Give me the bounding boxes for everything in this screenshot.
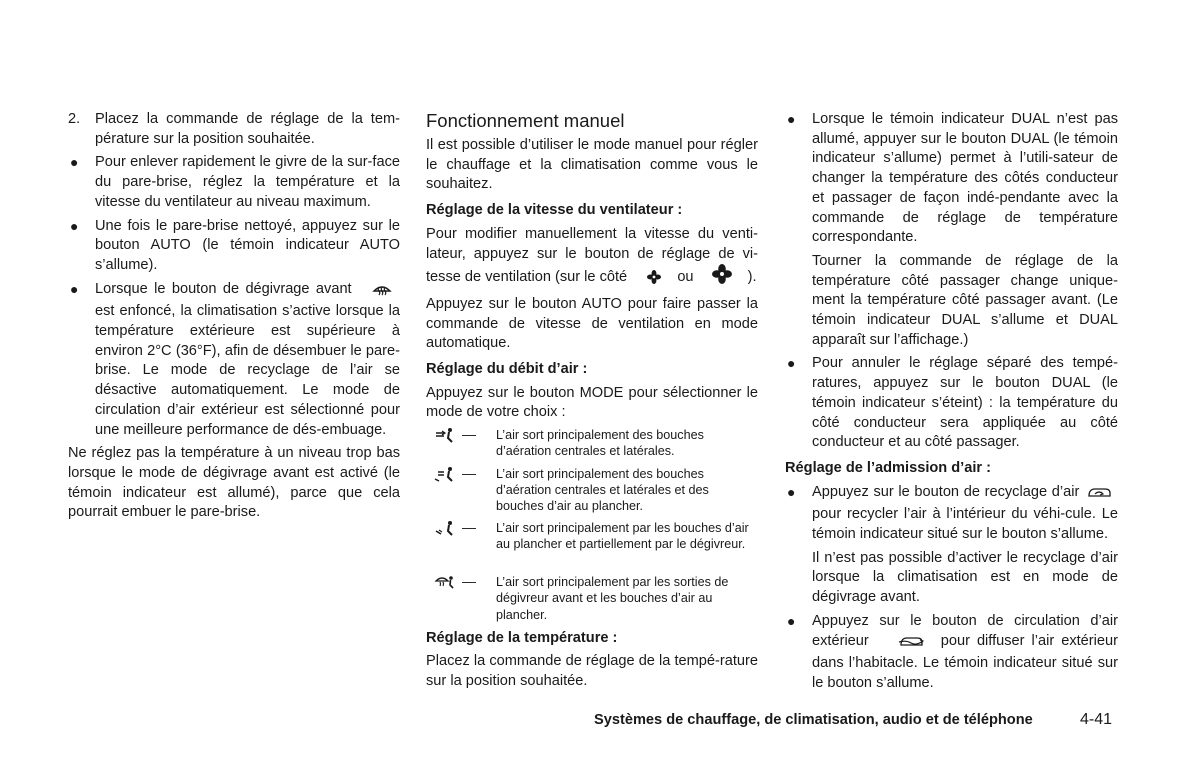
fan-low-icon: [647, 270, 661, 291]
bullet-sub-paragraph: Tourner la commande de réglage de la température côté passager change unique-ment la température côté passager avant. (Le témoin indicateur DUAL s’allume et DUAL apparaît sur l’affichage.): [812, 252, 1118, 348]
vent-face-icon: [434, 427, 458, 443]
mode-row: [426, 466, 758, 515]
front-defrost-icon: [372, 282, 392, 303]
mode-dash: —: [462, 519, 476, 536]
bullet-icon: ●: [787, 111, 796, 127]
column-left: [68, 110, 400, 527]
section-title: Fonctionnement manuel: [426, 110, 625, 131]
bullet-text-before: Appuyez sur le bouton de circulation d’air extérieur: [812, 612, 1118, 649]
bullet-icon: ●: [787, 355, 796, 372]
mode-dash: —: [462, 464, 476, 481]
mode-row: [426, 574, 758, 623]
airflow-heading: Réglage du débit d’air :: [426, 361, 588, 378]
fan-speed-paragraph: [426, 225, 758, 291]
bullet-item: [785, 354, 1118, 453]
bullet-text-before: Lorsque le bouton de dégivrage avant: [95, 280, 352, 297]
bullet-text-before: Appuyez sur le bouton de recyclage d’air: [812, 483, 1080, 500]
vent-floor-defrost-icon: [434, 574, 458, 590]
note-paragraph: Ne réglez pas la température à un niveau trop bas lorsque le mode de dégivrage avant est activé (le témoin indicateur est allumé), parce que cela pourrait embuer le pare-brise.: [68, 445, 400, 521]
step-number: 2.: [68, 111, 81, 127]
step-2: [68, 110, 400, 149]
bullet-text: Pour annuler le réglage séparé des tempé-ratures, appuyez sur le bouton DUAL (le témoin indicateur s’éteint) : la température du côté conducteur sera appliquée au côté conducteur et au côté passager.: [812, 355, 1118, 451]
fan-text-middle: ou: [677, 269, 694, 286]
bullet-icon: ●: [70, 217, 79, 234]
bullet-icon: ●: [787, 612, 796, 629]
temperature-heading: Réglage de la température :: [426, 629, 618, 646]
mode-text: L’air sort principalement des bouches d’aération centrales et latérales.: [496, 428, 704, 459]
bullet-text-after: pour recycler l’air à l’intérieur du véhi-cule. Le témoin indicateur situé sur le bouton s’allume.: [812, 506, 1118, 543]
chapter-title: Systèmes de chauffage, de climatisation, audio et de téléphone: [594, 712, 1033, 728]
bullet-item: [785, 612, 1118, 694]
column-right: [785, 110, 1118, 698]
temperature-paragraph: Placez la commande de réglage de la tempé-rature sur la position souhaitée.: [426, 653, 758, 690]
bullet-item: [785, 110, 1118, 248]
mode-text: L’air sort principalement par les sorties de dégivreur avant et les bouches d’air au plancher.: [496, 575, 729, 622]
air-recirculation-icon: [1086, 485, 1112, 506]
bullet-item: [68, 280, 400, 441]
bullet-icon: ●: [70, 154, 79, 171]
mode-text: L’air sort principalement des bouches d’aération centrales et latérales et des bouches d’air au plancher.: [496, 466, 709, 513]
mode-text: L’air sort principalement par les bouches d’air au plancher et partiellement par le dégivreur.: [496, 521, 749, 552]
fan-speed-heading: Réglage de la vitesse du ventilateur :: [426, 202, 683, 219]
mode-row: [426, 520, 758, 568]
bullet-icon: ●: [787, 483, 796, 500]
bullet-text-after: pour diffuser l’air extérieur dans l’habitacle. Le témoin indicateur situé sur le bouton s’allume.: [812, 632, 1118, 691]
bullet-text: Une fois le pare-brise nettoyé, appuyez sur le bouton AUTO (le témoin indicateur AUTO s’allume).: [95, 217, 400, 273]
page-number: 4-41: [1080, 711, 1113, 728]
bullet-item: [68, 217, 400, 276]
mode-row: [426, 427, 758, 459]
bullet-text-after: est enfoncé, la climatisation s’active lorsque la température extérieure est supérieure à environ 2°C (36°F), afin de désembuer le pare-brise. Le mode de recyclage de l’air se désactive automatiquement. Le mode de circulation d’air extérieur est sélectionné pour une meilleure performance de dés-embuage.: [95, 303, 400, 438]
airflow-paragraph: Appuyez sur le bouton MODE pour sélectionner le mode de votre choix :: [426, 384, 758, 421]
vent-bilevel-icon: [434, 466, 458, 482]
mode-dash: —: [462, 426, 476, 443]
fan-text-before: Pour modifier manuellement la vitesse du venti-lateur, appuyez sur le bouton de réglage de vi-tesse de ventilation (sur le côté: [426, 225, 758, 286]
fan-high-icon: [712, 264, 732, 291]
bullet-text: Lorsque le témoin indicateur DUAL n’est pas allumé, appuyer sur le bouton DUAL (le témoin indicateur s’allume) permet à l’utili-sateur de changer la température des côtés conducteur et passager de façon indé-pendante avec la commande de réglage de température correspondante.: [812, 111, 1118, 246]
air-intake-heading: Réglage de l’admission d’air :: [785, 459, 991, 476]
mode-dash: —: [462, 573, 476, 590]
fan-text-after: ).: [747, 269, 757, 286]
outside-air-icon: [898, 634, 924, 655]
bullet-item: [785, 483, 1118, 545]
vent-floor-icon: [434, 520, 458, 536]
bullet-sub-paragraph: Il n’est pas possible d’activer le recyclage d’air lorsque la climatisation est en mode de dégivrage avant.: [812, 549, 1118, 606]
intro-paragraph: Il est possible d’utiliser le mode manuel pour régler le chauffage et la climatisation comme vous le souhaitez.: [426, 137, 758, 193]
auto-paragraph: Appuyez sur le bouton AUTO pour faire passer la commande de vitesse de ventilation en mode automatique.: [426, 295, 758, 352]
column-middle: [426, 110, 758, 696]
step-text: Placez la commande de réglage de la tem-pérature sur la position souhaitée.: [95, 111, 400, 147]
bullet-item: [68, 153, 400, 212]
bullet-icon: ●: [70, 280, 79, 297]
bullet-text: Pour enlever rapidement le givre de la sur-face du pare-brise, réglez la température et la vitesse du ventilateur au niveau maximum.: [95, 154, 400, 210]
